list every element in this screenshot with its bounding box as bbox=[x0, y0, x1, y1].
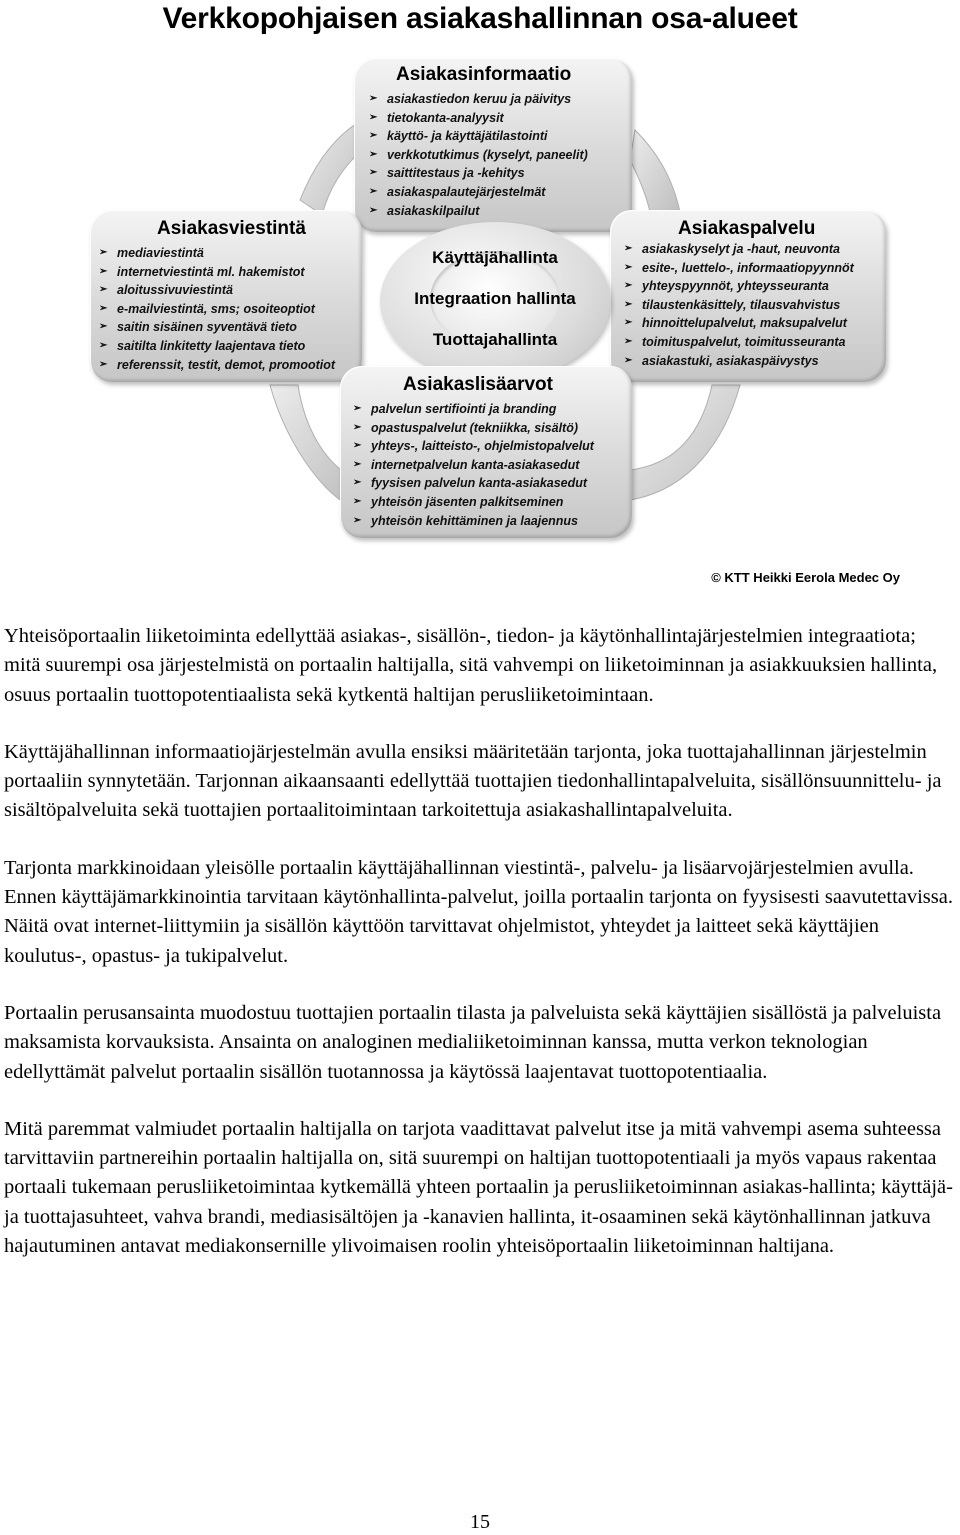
bullet-arrow-icon: ➢ bbox=[369, 167, 378, 179]
box-asiakasinformaatio-heading: Asiakasinformaatio bbox=[396, 64, 572, 85]
body-paragraph: Tarjonta markkinoidaan yleisölle portaalin käyttäjähallinnan viestintä-, palvelu- ja lisäarvojärjestelmien avulla. Ennen käyttäjämarkkinointia tarvitaan käytönhallinta-palvelut, joilla portaalin tarjonta on fyysisesti saavutettavissa. Näitä ovat internet-liittymiin ja sisällön käyttöön tarvittavat ohjelmistot, yhteydet ja laitteet sekä käyttäjien koulutus-, opastus- ja tukipalvelut. bbox=[4, 856, 953, 967]
asiakasviestinta-item-text: internetviestintä ml. hakemistot bbox=[117, 264, 305, 279]
arrow-bottom-right bbox=[630, 385, 740, 500]
bullet-arrow-icon: ➢ bbox=[624, 280, 633, 292]
bullet-arrow-icon: ➢ bbox=[369, 148, 378, 160]
diagram bbox=[0, 0, 960, 600]
asiakasinformaatio-item-text: saittitestaus ja -kehitys bbox=[387, 166, 525, 181]
asiakaslisaarvot-item bbox=[353, 474, 594, 493]
bullet-arrow-icon: ➢ bbox=[353, 477, 362, 489]
asiakaspalvelu-item bbox=[624, 296, 854, 315]
bullet-arrow-icon: ➢ bbox=[369, 111, 378, 123]
bullet-arrow-icon: ➢ bbox=[99, 302, 108, 314]
arrow-top-left bbox=[300, 120, 362, 215]
asiakasinformaatio-item bbox=[369, 146, 588, 165]
bullet-arrow-icon: ➢ bbox=[369, 204, 378, 216]
asiakaspalvelu-item-text: toimituspalvelut, toimitusseuranta bbox=[642, 334, 846, 349]
asiakasviestinta-item-text: aloitussivuviestintä bbox=[117, 283, 234, 298]
asiakaslisaarvot-item-text: yhteisön jäsenten palkitseminen bbox=[371, 494, 564, 509]
box-asiakasviestinta-heading: Asiakasviestintä bbox=[157, 218, 306, 239]
asiakaslisaarvot-item-text: yhteys-, laitteisto-, ohjelmistopalvelut bbox=[371, 439, 594, 454]
asiakaslisaarvot-item bbox=[353, 456, 594, 475]
asiakaspalvelu-item bbox=[624, 277, 854, 296]
bullet-arrow-icon: ➢ bbox=[353, 458, 362, 470]
body-text bbox=[4, 622, 956, 1289]
asiakaslisaarvot-item bbox=[353, 512, 594, 531]
bullet-arrow-icon: ➢ bbox=[99, 265, 108, 277]
bullet-arrow-icon: ➢ bbox=[99, 339, 108, 351]
asiakaspalvelu-item bbox=[624, 314, 854, 333]
page-number: 15 bbox=[470, 1511, 490, 1533]
bullet-arrow-icon: ➢ bbox=[353, 403, 362, 414]
asiakasinformaatio-item bbox=[369, 109, 588, 128]
copyright-notice: © KTT Heikki Eerola Medec Oy bbox=[711, 570, 900, 585]
asiakaspalvelu-item bbox=[624, 259, 854, 278]
bullet-arrow-icon: ➢ bbox=[369, 130, 378, 142]
asiakasinformaatio-item-text: asiakaspalautejärjestelmät bbox=[387, 184, 546, 199]
box-asiakaslisaarvot-heading: Asiakaslisäarvot bbox=[403, 374, 553, 395]
bullet-arrow-icon: ➢ bbox=[369, 185, 378, 197]
asiakasviestinta-item-text: saitilta linkitetty laajentava tieto bbox=[117, 338, 306, 353]
bullet-arrow-icon: ➢ bbox=[99, 284, 108, 296]
body-paragraph: Käyttäjähallinnan informaatiojärjestelmän avulla ensiksi määritetään tarjonta, joka tuottajahallinnan järjestelmin portaaliin synnytetään. Tarjonnan aikaansaanti edellyttää tuottajien tiedonhallintapalveluita, sisällönsuunnittelu- ja sisältöpalveluita sekä tuottajien portaalitoimintaan tarkoitettuja asiakashallintapalveluita. bbox=[4, 740, 942, 822]
asiakaspalvelu-item-text: yhteyspyynnöt, yhteysseuranta bbox=[642, 279, 829, 294]
asiakasinformaatio-item bbox=[369, 127, 588, 146]
asiakasviestinta-item-text: mediaviestintä bbox=[117, 246, 204, 260]
asiakaspalvelu-item-text: tilaustenkäsittely, tilausvahvistus bbox=[642, 297, 841, 312]
asiakaslisaarvot-item-text: yhteisön kehittäminen ja laajennus bbox=[371, 513, 579, 528]
asiakasinformaatio-item-text: käyttö- ja käyttäjätilastointi bbox=[387, 129, 548, 144]
bullet-arrow-icon: ➢ bbox=[624, 243, 633, 254]
asiakaspalvelu-item-text: asiakaskyselyt ja -haut, neuvonta bbox=[642, 242, 841, 256]
asiakaslisaarvot-item-text: opastuspalvelut (tekniikka, sisältö) bbox=[371, 420, 579, 435]
asiakasinformaatio-item bbox=[369, 164, 588, 183]
bullet-arrow-icon: ➢ bbox=[624, 298, 633, 310]
asiakaspalvelu-item-text: esite-, luettelo-, informaatiopyynnöt bbox=[642, 260, 854, 275]
bullet-arrow-icon: ➢ bbox=[353, 421, 362, 433]
asiakaspalvelu-item bbox=[624, 333, 854, 352]
asiakaslisaarvot-item bbox=[353, 419, 594, 438]
bullet-arrow-icon: ➢ bbox=[624, 261, 633, 273]
bullet-arrow-icon: ➢ bbox=[99, 358, 108, 370]
arrow-top-right bbox=[630, 130, 680, 212]
asiakasinformaatio-item-text: asiakaskilpailut bbox=[387, 203, 480, 218]
body-paragraph: Yhteisöportaalin liiketoiminta edellyttää asiakas-, sisällön-, tiedon- ja käytönhallintajärjestelmien integraatiota; mitä suurempi osa järjestelmistä on portaalin haltijalla, sitä vahvempi on liiketoiminnan ja asiakkuuksien hallinta, osuus portaalin tuottopotentiaalista sekä kytkentä haltijan perusliiketoimintaan. bbox=[4, 625, 938, 706]
asiakaspalvelu-item bbox=[624, 240, 854, 259]
asiakaslisaarvot-item bbox=[353, 400, 594, 419]
box-asiakasviestinta-list bbox=[99, 244, 335, 374]
asiakasviestinta-item-text: e-mailviestintä, sms; osoiteoptiot bbox=[117, 301, 315, 316]
asiakasinformaatio-item bbox=[369, 202, 588, 221]
asiakaspalvelu-item bbox=[624, 352, 854, 371]
center-label-tuottajahallinta: Tuottajahallinta bbox=[432, 330, 558, 349]
bullet-arrow-icon: ➢ bbox=[624, 317, 633, 329]
bullet-arrow-icon: ➢ bbox=[353, 514, 362, 526]
asiakasviestinta-item bbox=[99, 263, 335, 282]
body-paragraph: Mitä paremmat valmiudet portaalin haltijalla on tarjota vaadittavat palvelut itse ja mitä vahvempi asema suhteessa tarvittaviin partnereihin portaalin haltijalla on, sitä suurempi on haltijan tuottopotentiaali ja myös vapaus rakentaa portaali tukemaan perusliiketoimintaa kytkemällä yhteen portaalin ja perusliiketoiminnan asiakas-hallinta; käyttäjä- ja tuottajasuhteet, vahva brandi, mediasisältöjen ja -kanavien hallinta, it-osaaminen sekä käytönhallinnan jatkuva hajautuminen antavat mediakonsernille ylivoimaisen roolin yhteisöportaalin liiketoiminnan haltijana. bbox=[4, 1117, 953, 1258]
asiakaslisaarvot-item-text: palvelun sertifiointi ja branding bbox=[371, 402, 557, 416]
asiakaslisaarvot-item-text: internetpalvelun kanta-asiakasedut bbox=[371, 457, 580, 472]
asiakasinformaatio-item-text: tietokanta-analyysit bbox=[387, 110, 504, 125]
asiakaslisaarvot-item-text: fyysisen palvelun kanta-asiakasedut bbox=[371, 476, 588, 491]
asiakasinformaatio-item-text: asiakastiedon keruu ja päivitys bbox=[387, 92, 572, 106]
bullet-arrow-icon: ➢ bbox=[353, 440, 362, 452]
bullet-arrow-icon: ➢ bbox=[353, 495, 362, 507]
asiakasviestinta-item-text: saitin sisäinen syventävä tieto bbox=[117, 320, 297, 335]
asiakasviestinta-item-text: referenssit, testit, demot, promootiot bbox=[117, 357, 336, 372]
asiakasinformaatio-item bbox=[369, 183, 588, 202]
asiakasviestinta-item bbox=[99, 300, 335, 319]
asiakasinformaatio-item-text: verkkotutkimus (kyselyt, paneelit) bbox=[387, 147, 588, 162]
asiakaslisaarvot-item bbox=[353, 493, 594, 512]
box-asiakaslisaarvot-list bbox=[353, 400, 594, 530]
bullet-arrow-icon: ➢ bbox=[624, 354, 633, 366]
asiakasviestinta-item bbox=[99, 281, 335, 300]
asiakaspalvelu-item-text: asiakastuki, asiakaspäivystys bbox=[642, 353, 819, 368]
asiakaspalvelu-item-text: hinnoittelupalvelut, maksupalvelut bbox=[642, 316, 847, 331]
asiakaslisaarvot-item bbox=[353, 437, 594, 456]
body-paragraph: Portaalin perusansainta muodostuu tuottajien portaalin tilasta ja palveluista sekä käyttäjien sisällöstä ja palveluista maksamista korvauksista. Ansainta on analoginen medialiiketoiminnan kanssa, mutta verkon teknologian edellyttämät palvelut portaalin sisällön tuotannossa ja käytössä laajentavat tuottopotentiaalia. bbox=[4, 1001, 942, 1083]
center-oval bbox=[380, 222, 610, 380]
arrow-bottom-left bbox=[270, 385, 348, 505]
asiakasviestinta-item bbox=[99, 356, 335, 375]
box-asiakasinformaatio-list bbox=[369, 90, 588, 220]
asiakasinformaatio-item bbox=[369, 90, 588, 109]
center-label-kayttajahallinta: Käyttäjähallinta bbox=[432, 248, 558, 267]
bullet-arrow-icon: ➢ bbox=[99, 321, 108, 333]
box-asiakaspalvelu-heading: Asiakaspalvelu bbox=[678, 218, 816, 239]
center-label-integraation-hallinta: Integraation hallinta bbox=[414, 289, 576, 308]
bullet-arrow-icon: ➢ bbox=[99, 247, 108, 258]
box-asiakaspalvelu-list bbox=[624, 240, 854, 370]
asiakasviestinta-item bbox=[99, 244, 335, 263]
bullet-arrow-icon: ➢ bbox=[369, 93, 378, 104]
bullet-arrow-icon: ➢ bbox=[624, 335, 633, 347]
diagram-title: Verkkopohjaisen asiakashallinnan osa-alueet bbox=[162, 2, 798, 35]
asiakasviestinta-item bbox=[99, 337, 335, 356]
asiakasviestinta-item bbox=[99, 318, 335, 337]
